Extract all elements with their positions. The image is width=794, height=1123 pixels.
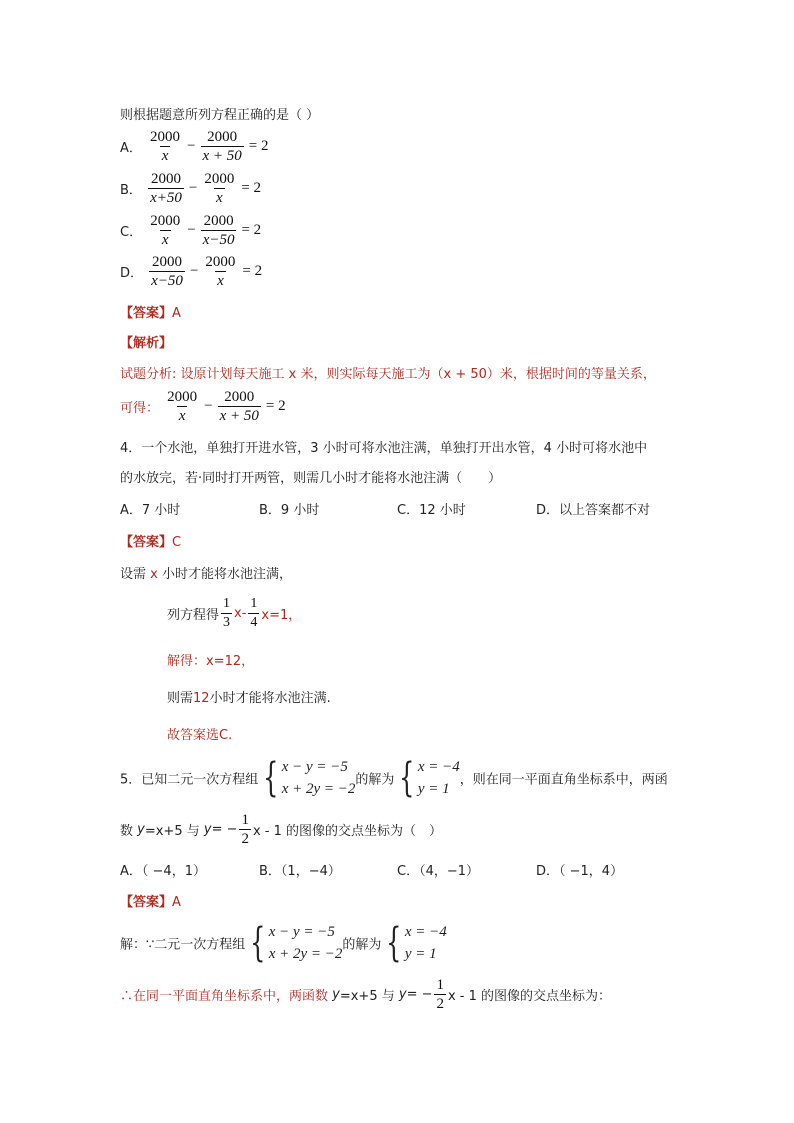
solution-text: 列方程得: [167, 608, 220, 623]
q3-analysis-equation: [120, 388, 289, 425]
q5-stem-line2: [120, 811, 442, 848]
minus-sign: −: [204, 398, 213, 414]
frac-numerator: 2000: [150, 171, 181, 187]
q4-option-a: A．7 小时: [120, 503, 181, 518]
answer-value: C: [172, 535, 182, 550]
stem-text: ，则在同一平面直角坐标系中，两函: [459, 772, 668, 788]
q4-solution-line1: [120, 563, 292, 582]
option-label: C．: [120, 224, 143, 240]
q3-stem: 则根据题意所列方程正确的是（ ）: [120, 108, 320, 123]
frac-numerator: 2000: [204, 171, 235, 187]
q4-option-d: D．以上答案都不对: [536, 503, 651, 518]
frac-denominator: x + 50: [219, 408, 259, 424]
variable-x: x: [284, 367, 301, 382]
minus-sign: −: [187, 222, 196, 238]
equation-system: [245, 921, 342, 965]
answer-tag: 【答案】: [120, 535, 173, 550]
brace-icon: {: [399, 755, 415, 801]
q5-option-a: A．（ −4，1）: [120, 864, 206, 879]
analysis-text: ）米，根据时间的等量关系，: [486, 367, 656, 382]
solution-text: 小时才能将水池注满.: [209, 691, 331, 706]
system-line: x − y = −5: [281, 759, 348, 775]
frac-denominator: 2: [241, 831, 249, 847]
frac-denominator: x: [178, 408, 186, 424]
stem-text: 5．已知二元一次方程组: [120, 772, 259, 788]
frac-denominator: x−50: [151, 273, 183, 289]
q4-solution-line3: [167, 650, 254, 669]
frac-numerator: 2000: [152, 254, 183, 270]
q3-analysis-tag: 【解析】: [120, 336, 173, 351]
frac-denominator: x: [161, 148, 169, 164]
frac-denominator: x: [215, 190, 223, 206]
q4-stem-line1: 4．一个水池，单独打开进水管，3 小时可将水池注满，单独打开出水管，4 小时可将水池中: [120, 441, 648, 456]
q4-option-b: B．9 小时: [259, 503, 320, 518]
q5-solution-line1: [120, 921, 447, 965]
frac-denominator: 2: [436, 996, 444, 1012]
frac-numerator: 2000: [203, 213, 234, 229]
option-label: B．: [120, 182, 142, 198]
frac-denominator: 4: [250, 615, 258, 630]
frac-numerator: 2000: [205, 254, 236, 270]
option-label: D．: [120, 265, 144, 281]
q5-option-b: B．（1，−4）: [259, 864, 341, 879]
analysis-text: 米，则实际每天施工为（: [300, 367, 444, 382]
frac-denominator: x + 50: [202, 148, 242, 164]
q3-option-a: [120, 128, 272, 165]
equals-rhs: = 2: [242, 263, 263, 279]
stem-text: = −: [211, 822, 238, 837]
q3-option-b: [120, 170, 264, 207]
q5-solution-line2: [120, 976, 611, 1013]
system-line: x + 2y = −2: [281, 781, 356, 797]
frac-denominator: x−50: [202, 232, 235, 248]
answer-tag: 【答案】: [120, 306, 173, 321]
frac-denominator: 3: [223, 615, 231, 630]
brace-icon: {: [263, 755, 279, 801]
q4-solution-line4: [167, 687, 331, 706]
stem-text: =x+5 与: [144, 824, 204, 839]
variable-x: x: [146, 567, 162, 582]
equation-system: [258, 756, 355, 800]
solution-value: C.: [219, 728, 233, 743]
system-line: y = 1: [404, 946, 437, 962]
solution-value: 12: [193, 691, 210, 706]
variable-y: y: [332, 987, 340, 1002]
q3-analysis-text: [120, 363, 656, 382]
solution-text: 的解为: [342, 937, 382, 953]
frac-numerator: 1: [223, 596, 231, 611]
q4-solution-line2: [167, 595, 301, 632]
equals-rhs: = 2: [248, 138, 269, 154]
frac-numerator: 1: [250, 596, 258, 611]
solution-text: x=12，: [206, 654, 255, 669]
system-line: x − y = −5: [268, 924, 335, 940]
answer-value: A: [172, 895, 181, 910]
q4-answer: [120, 531, 181, 550]
stem-text: 的解为: [355, 772, 395, 788]
solution-text: 则需: [167, 691, 194, 706]
q4-solution-line5: [167, 724, 232, 743]
frac-numerator: 2000: [150, 213, 181, 229]
solution-text: x=1，: [261, 608, 302, 623]
minus-sign: −: [189, 263, 199, 279]
minus-sign: −: [188, 180, 198, 196]
solution-text: 解得：: [167, 654, 207, 669]
frac-denominator: x: [217, 273, 224, 289]
equals-rhs: = 2: [241, 180, 262, 196]
equals-rhs: = 2: [265, 398, 286, 414]
stem-text: 数: [120, 824, 138, 839]
system-line: x = −4: [404, 924, 447, 940]
solution-text: x-: [234, 606, 247, 621]
variable-y: y: [203, 822, 212, 837]
frac-denominator: x: [161, 232, 169, 248]
q5-option-d: D．（ −1，4）: [536, 864, 624, 879]
q3-answer: [120, 302, 181, 321]
brace-icon: {: [386, 920, 402, 966]
minus-sign: −: [187, 138, 196, 154]
q4-stem-line2: 的水放完，若·同时打开两管，则需几小时才能将水池注满（ ）: [120, 471, 502, 486]
frac-denominator: x+50: [150, 190, 182, 206]
q5-option-c: C．（4，−1）: [397, 864, 480, 879]
brace-icon: {: [250, 920, 266, 966]
solution-text: = −: [406, 987, 433, 1002]
variable-y: y: [398, 987, 407, 1002]
answer-value: A: [172, 306, 181, 321]
solution-text: x - 1 的图像的交点坐标为：: [447, 989, 612, 1004]
variable-y: y: [137, 822, 145, 837]
q3-option-d: [120, 253, 265, 290]
expression: x + 50: [443, 367, 487, 382]
equals-rhs: = 2: [241, 222, 262, 238]
frac-numerator: 2000: [150, 129, 181, 145]
system-line: y = 1: [417, 781, 450, 797]
frac-numerator: 2000: [207, 129, 238, 145]
q3-option-c: [120, 212, 264, 249]
system-line: x + 2y = −2: [268, 946, 343, 962]
solution-text: 解：∵二元一次方程组: [120, 937, 246, 953]
frac-numerator: 2000: [224, 389, 255, 405]
q5-stem-line1: [120, 756, 668, 800]
solution-text: 故答案选: [167, 728, 220, 743]
frac-numerator: 2000: [167, 389, 198, 405]
frac-numerator: 1: [241, 812, 249, 828]
solution-text: =x+5 与: [339, 989, 399, 1004]
system-line: x = −4: [417, 759, 460, 775]
option-label: A．: [120, 140, 142, 156]
solution-text: ∴在同一平面直角坐标系中，两函数: [120, 989, 333, 1004]
solution-text: 设需: [120, 567, 147, 582]
stem-text: x - 1 的图像的交点坐标为（ ）: [252, 824, 443, 839]
analysis-text: 可得：: [120, 400, 160, 416]
solution-system: [394, 756, 459, 800]
q4-option-c: C．12 小时: [397, 503, 466, 518]
solution-text: 小时才能将水池注满，: [161, 567, 292, 582]
frac-numerator: 1: [436, 977, 444, 993]
answer-tag: 【答案】: [120, 895, 173, 910]
solution-system: [381, 921, 446, 965]
analysis-text: 试题分析: 设原计划每天施工: [120, 367, 285, 382]
q5-answer: [120, 891, 181, 910]
